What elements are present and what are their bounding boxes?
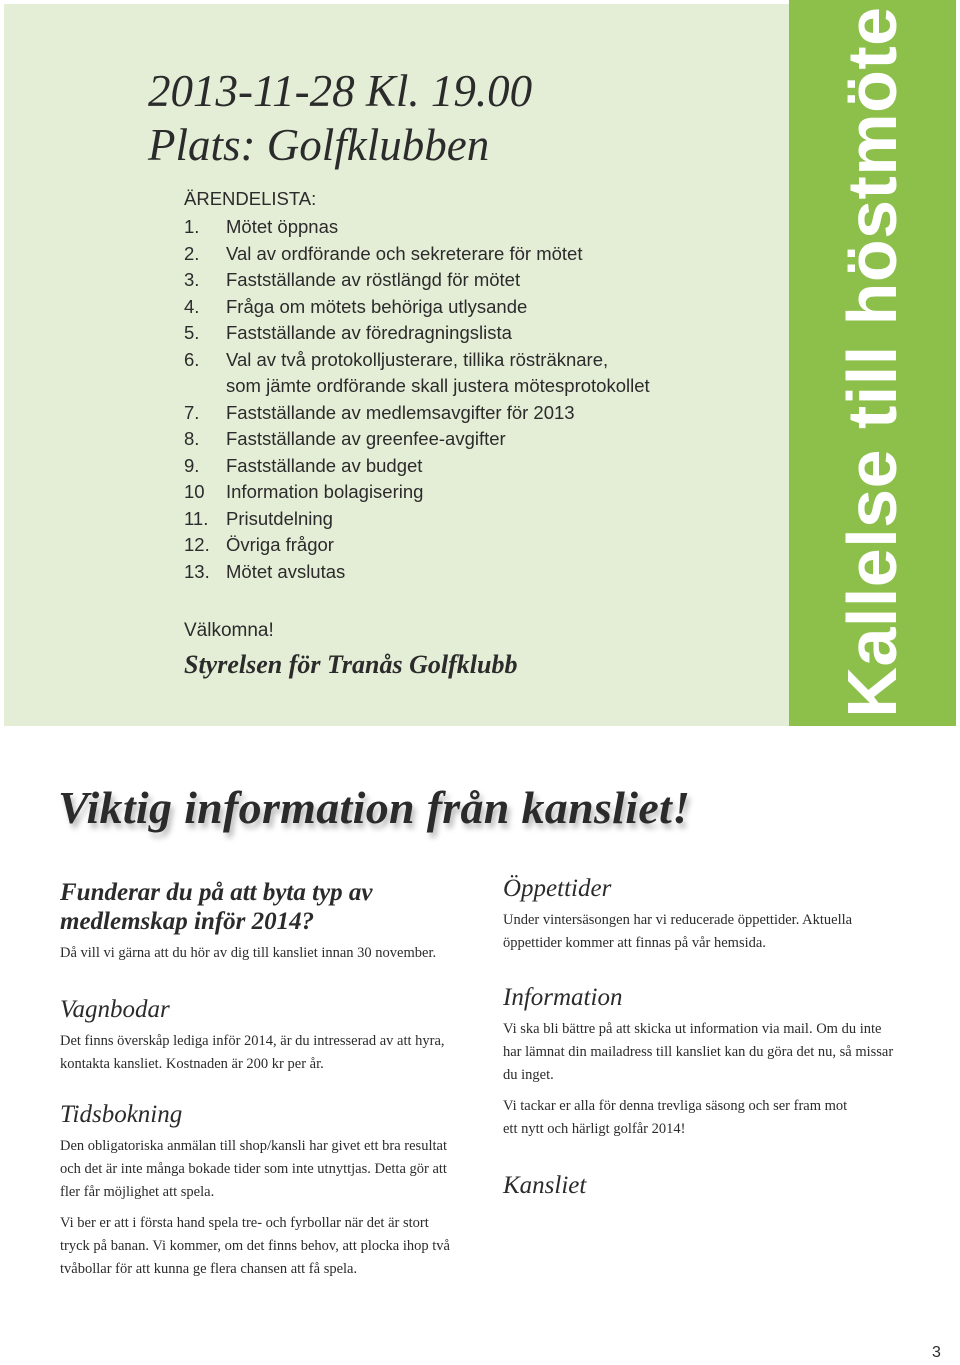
agenda-item-number: 6. [184, 348, 200, 370]
info-section [60, 878, 480, 965]
agenda-item [184, 532, 744, 559]
info-section-title-line: Kansliet [503, 1172, 587, 1199]
info-section-title-line: Tidsbokning [60, 1101, 183, 1128]
agenda-item-line: Fastställande av föredragningslista [226, 322, 512, 343]
agenda-item-number: 4. [184, 295, 200, 317]
info-paragraph-line: Vi tackar er alla för denna trevliga säsong och ser fram mot [503, 1098, 848, 1114]
info-left-column [60, 874, 480, 1281]
meeting-datetime: 2013-11-28 Kl. 19.00 [148, 66, 533, 116]
info-paragraph [60, 1030, 480, 1076]
agenda-item-text [226, 214, 744, 241]
agenda-item [184, 426, 744, 453]
agenda-item-line: Fastställande av greenfee-avgifter [226, 428, 506, 449]
agenda-item [184, 453, 744, 480]
info-paragraph-line: Då vill vi gärna att du hör av dig till kansliet innan 30 november. [60, 945, 437, 961]
agenda-item-line: Val av ordförande och sekreterare för mötet [226, 242, 583, 264]
info-section-title-line: medlemskap inför 2014? [60, 908, 315, 935]
agenda-item-text [226, 294, 744, 321]
info-paragraph-line: Det finns överskåp lediga inför 2014, är du intresserad av att hyra, [60, 1033, 445, 1049]
info-section-title [503, 874, 913, 903]
agenda-item-text [226, 532, 744, 559]
agenda-item-line: Fastställande av medlemsavgifter för 2013 [226, 401, 575, 423]
agenda-item-line: Prisutdelning [226, 507, 333, 529]
agenda-item-text [226, 400, 744, 427]
agenda-item [184, 320, 744, 347]
agenda-item-line: som jämte ordförande skall justera mötesprotokollet [226, 375, 650, 396]
info-paragraph-line: Vi ber er att i första hand spela tre- och fyrbollar när det är stort [60, 1215, 429, 1231]
info-section [503, 983, 913, 1141]
info-section [60, 1100, 480, 1281]
info-paragraph-line: Den obligatoriska anmälan till shop/kansli har givet ett bra resultat [60, 1138, 447, 1154]
agenda-item-number: 11. [184, 507, 209, 529]
agenda-item-number: 7. [184, 401, 200, 423]
agenda-item-number: 9. [184, 454, 200, 476]
agenda-item-line: Fastställande av röstlängd för mötet [226, 269, 521, 290]
info-section-title [60, 995, 480, 1024]
agenda-item-text [226, 320, 744, 347]
info-section-title [60, 1100, 480, 1129]
info-paragraph-line: fler får möjlighet att spela. [60, 1184, 215, 1200]
agenda-item [184, 506, 744, 533]
agenda-item [184, 241, 744, 268]
page-number: 3 [932, 1344, 941, 1361]
agenda-item-text [226, 453, 744, 480]
signature: Styrelsen för Tranås Golfklubb [184, 650, 518, 679]
info-section-title-line: Funderar du på att byta typ av [60, 879, 373, 906]
agenda-item-line: Fråga om mötets behöriga utlysande [226, 295, 528, 317]
agenda-item-number: 10 [184, 481, 205, 502]
info-section-title [60, 878, 480, 936]
agenda-item [184, 400, 744, 427]
agenda-item-number: 13. [184, 560, 210, 582]
agenda-item-text [226, 479, 744, 506]
info-paragraph-line: kontakta kansliet. Kostnaden är 200 kr per år. [60, 1056, 324, 1072]
info-paragraph [60, 942, 480, 965]
info-section [60, 995, 480, 1076]
info-paragraph [503, 1095, 913, 1141]
agenda [184, 186, 744, 585]
agenda-item-line: Övriga frågor [226, 534, 334, 555]
agenda-item-line: Mötet öppnas [226, 216, 339, 237]
agenda-item-line: Information bolagisering [226, 481, 424, 502]
info-section-title-line: Information [503, 984, 623, 1011]
info-section [503, 1171, 913, 1200]
agenda-item-line: Mötet avslutas [226, 560, 346, 582]
agenda-item [184, 267, 744, 294]
agenda-item [184, 347, 744, 400]
info-paragraph-line: du inget. [503, 1067, 554, 1083]
info-section-title [503, 1171, 913, 1200]
agenda-item [184, 294, 744, 321]
agenda-item-text [226, 241, 744, 268]
info-section-title-line: Vagnbodar [60, 996, 170, 1023]
info-paragraph-line: Under vintersäsongen har vi reducerade öppettider. Aktuella [503, 912, 853, 928]
agenda-item-number: 2. [184, 242, 200, 264]
agenda-item-line: Fastställande av budget [226, 454, 423, 476]
info-paragraph-line: öppettider kommer att finnas på vår hemsida. [503, 935, 766, 951]
welcome-text: Välkomna! [184, 620, 274, 641]
agenda-item-line: Val av två protokolljusterare, tillika rösträknare, [226, 348, 609, 370]
meeting-date-venue [148, 64, 532, 172]
info-paragraph [503, 1018, 913, 1087]
info-paragraph-line: har lämnat din mailadress till kansliet kan du göra det nu, så missar [503, 1044, 894, 1060]
agenda-item-number: 8. [184, 428, 200, 449]
info-paragraph [60, 1212, 480, 1281]
agenda-item-number: 12. [184, 534, 210, 555]
info-section-title-line: Öppettider [503, 875, 612, 902]
info-paragraph [60, 1135, 480, 1204]
agenda-item-number: 5. [184, 322, 200, 343]
info-right-column [503, 874, 913, 1206]
agenda-item [184, 214, 744, 241]
info-section-title [503, 983, 913, 1012]
agenda-item [184, 559, 744, 586]
agenda-item-text [226, 267, 744, 294]
agenda-list [184, 214, 744, 585]
info-paragraph-line: Vi ska bli bättre på att skicka ut information via mail. Om du inte [503, 1021, 882, 1037]
info-paragraph-line: ett nytt och härligt golfår 2014! [503, 1121, 686, 1137]
meeting-venue: Plats: Golfklubben [148, 120, 490, 170]
agenda-item-text [226, 347, 744, 400]
agenda-item-text [226, 426, 744, 453]
info-paragraph-line: tvåbollar för att kunna ge flera chansen att få spela. [60, 1261, 358, 1277]
agenda-item-text [226, 559, 744, 586]
info-paragraph-line: och det är inte många bokade tider som inte utnyttjas. Detta gör att [60, 1161, 447, 1177]
agenda-item-number: 3. [184, 269, 200, 290]
agenda-item [184, 479, 744, 506]
agenda-item-number: 1. [184, 216, 200, 237]
side-banner-title: Kallelse till höstmöte [833, 6, 911, 718]
agenda-item-text [226, 506, 744, 533]
info-section [503, 874, 913, 955]
info-heading: Viktig information från kansliet! [58, 782, 691, 833]
info-paragraph-line: tryck på banan. Vi kommer, om det finns behov, att plocka ihop två [60, 1238, 450, 1254]
agenda-header: ÄRENDELISTA: [184, 188, 317, 209]
info-paragraph [503, 909, 913, 955]
